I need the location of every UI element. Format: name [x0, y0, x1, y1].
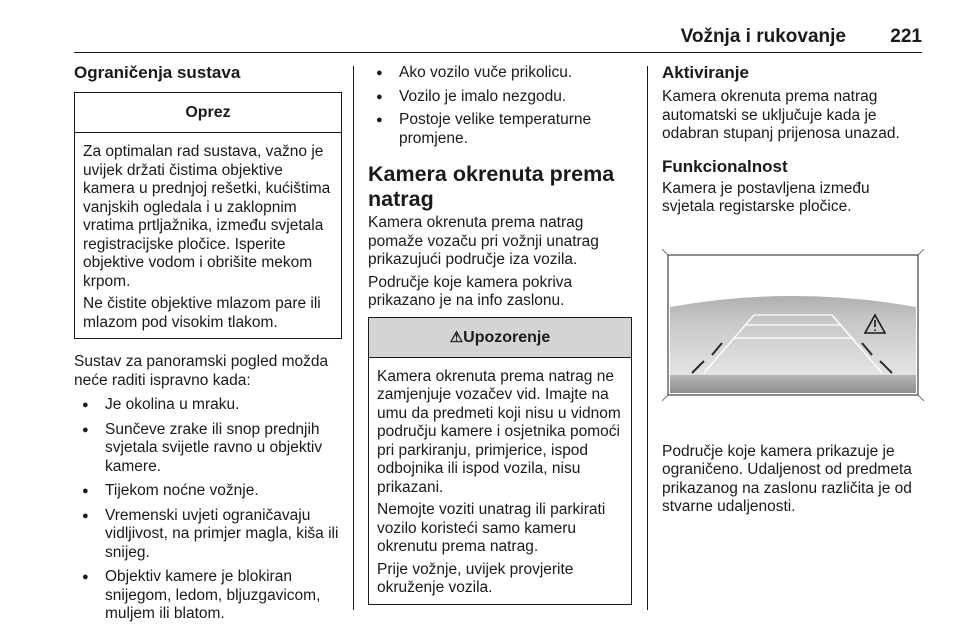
list-item: ● Vremenski uvjeti ograničavaju vidljivost, na primjer magla, kiša ili snijeg.	[74, 507, 342, 563]
caution-box	[74, 92, 342, 339]
list-item: ● Sunčeve zrake ili snop prednjih svjetala svijetle ravno u objektiv kamere.	[74, 421, 342, 477]
column-divider-1	[353, 66, 354, 610]
warning-box	[368, 317, 632, 605]
column-3	[662, 60, 924, 517]
column-divider-2	[647, 66, 648, 610]
list-item: ● Ako vozilo vuče prikolicu.	[368, 64, 632, 83]
caution-body	[75, 133, 341, 338]
limitations-intro: Sustav za panoramski pogled možda neće raditi ispravno kada:	[74, 353, 329, 389]
list-item: ● Tijekom noćne vožnje.	[74, 482, 342, 501]
rear-camera-text-2: Područje koje kamera pokriva prikazano je na info zaslonu.	[368, 273, 573, 309]
column-1	[74, 60, 342, 624]
functionality-text: Kamera je postavljena između svjetala registarske pločice.	[662, 179, 870, 215]
header-rule	[74, 52, 922, 53]
limitations-list	[74, 396, 342, 624]
heading-functionality: Funkcionalnost	[662, 156, 788, 176]
list-item: ● Vozilo je imalo nezgodu.	[368, 88, 632, 107]
list-item: ● Je okolina u mraku.	[74, 396, 342, 415]
warning-title: Upozorenje	[463, 328, 551, 346]
warning-text-3: Prije vožnje, uvijek provjerite okruženje vozila.	[377, 560, 574, 596]
caution-text-2: Ne čistite objektive mlazom pare ili mlazom pod visokim tlakom.	[83, 295, 321, 331]
list-item: ● Objektiv kamere je blokiran snijegom, ledom, bljuzgavicom, muljem ili blatom.	[74, 568, 342, 624]
warning-text-1: Kamera okrenuta prema natrag ne zamjenjuje vozačev vid. Imajte na umu da predmeti koji nisu u vidnom području kamere i osjetnika pomoći pri parkiranju, primjerice, ispod odbojnika ili ispod vozila, nisu prikazani.	[377, 367, 621, 496]
camera-view-illustration	[662, 245, 924, 405]
page-header	[74, 26, 922, 50]
rear-camera-text-1: Kamera okrenuta prema natrag pomaže vozaču pri vožnji unatrag prikazujući područje iza vozila.	[368, 214, 599, 268]
warning-triangle-icon: ⚠	[449, 328, 464, 346]
section-heading-limitations: Ograničenja sustava	[74, 63, 241, 82]
list-item: ● Postoje velike temperaturne promjene.	[368, 111, 632, 148]
chapter-title: Vožnja i rukovanje	[680, 26, 846, 47]
heading-activation: Aktiviranje	[662, 63, 749, 82]
caution-text-1: Za optimalan rad sustava, važno je uvijek držati čistima objektive kamera u prednjoj rešetki, kućištima vanjskih ogledala i u zaklopnim vratima prtljažnika, između svjetala registracijske pločice. Isperite objektive vodom i obrišite mekom krpom.	[83, 143, 331, 290]
rear-camera-display-icon	[662, 245, 924, 405]
activation-text: Kamera okrenuta prema natrag automatski se uključuje kada je odabran stupanj prijenosa unazad.	[662, 88, 900, 142]
warning-body	[369, 358, 631, 604]
warning-header	[369, 318, 631, 358]
page-number: 221	[890, 26, 922, 47]
caution-title: Oprez	[75, 93, 341, 133]
warning-text-2: Nemojte voziti unatrag ili parkirati vozilo koristeći samo kameru okrenutu prema natrag.	[377, 501, 606, 555]
limitations-list-continued	[368, 64, 632, 148]
figure-caption: Područje koje kamera prikazuje je ograničeno. Udaljenost od predmeta prikazanog na zaslonu različita je od stvarne udaljenosti.	[662, 442, 912, 515]
section-title-rear-camera: Kamera okrenuta prema natrag	[368, 162, 615, 211]
column-2	[368, 60, 632, 605]
